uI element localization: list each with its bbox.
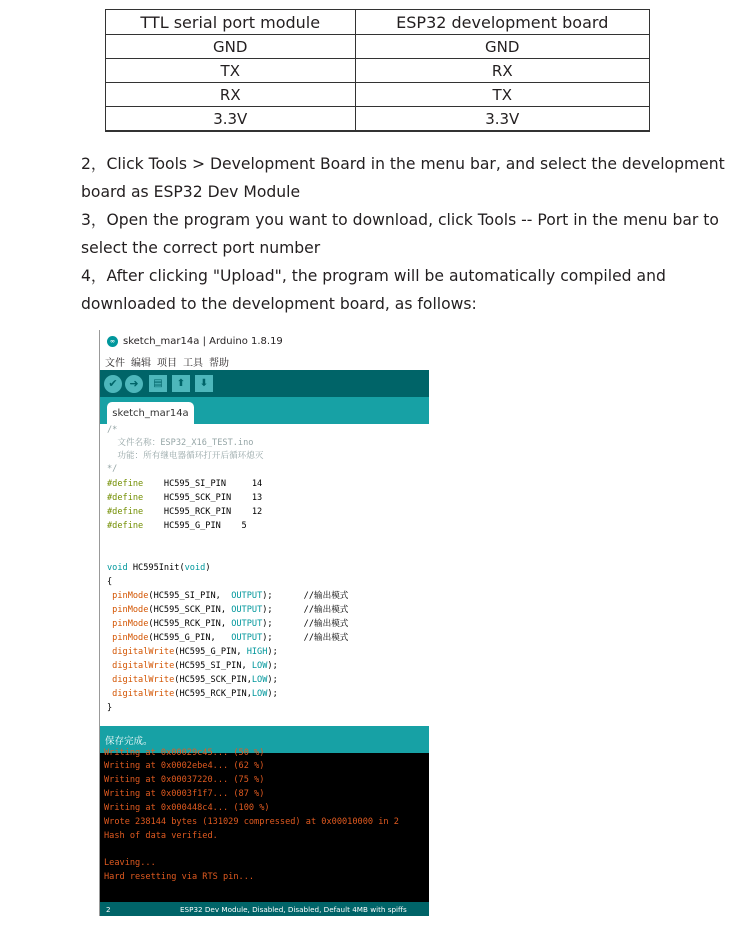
console-line: Leaving... bbox=[104, 858, 156, 868]
console-line: Writing at 0x00029c45... (50 %) bbox=[104, 748, 265, 758]
code-token: (HC595_G_PIN, bbox=[174, 647, 247, 657]
code-token: HC595_G_PIN 5 bbox=[143, 521, 247, 531]
code-token: ); bbox=[267, 661, 278, 671]
table-cell: GND bbox=[355, 35, 649, 59]
line-number: 2 bbox=[106, 904, 111, 914]
menu-edit[interactable]: 编辑 bbox=[131, 357, 151, 369]
code-token: HC595_SI_PIN 14 bbox=[143, 479, 263, 489]
code-token: (HC595_SI_PIN, bbox=[148, 591, 232, 601]
table-cell: 3.3V bbox=[355, 107, 649, 132]
code-token: ); bbox=[267, 689, 278, 699]
code-token: ); bbox=[267, 675, 278, 685]
menu-file[interactable]: 文件 bbox=[105, 357, 125, 369]
checkmark-icon: ✔ bbox=[108, 377, 118, 390]
table-cell: RX bbox=[106, 83, 356, 107]
code-line bbox=[107, 632, 348, 645]
console-line: Writing at 0x0003f1f7... (87 %) bbox=[104, 789, 265, 799]
code-token: OUTPUT bbox=[231, 619, 263, 629]
code-line bbox=[107, 492, 262, 505]
console-output[interactable] bbox=[100, 748, 429, 902]
console-line: Writing at 0x00037220... (75 %) bbox=[104, 775, 265, 785]
code-token: #define bbox=[107, 493, 144, 503]
code-token: HC595_RCK_PIN 12 bbox=[143, 507, 263, 517]
code-token: pinMode bbox=[107, 591, 149, 601]
arduino-ide-window bbox=[99, 330, 429, 916]
code-token: OUTPUT bbox=[231, 591, 263, 601]
code-line bbox=[107, 618, 348, 631]
code-token: ) bbox=[205, 563, 211, 573]
code-token: pinMode bbox=[107, 605, 149, 615]
code-line bbox=[107, 660, 278, 673]
code-line bbox=[107, 520, 247, 533]
code-token: (HC595_G_PIN, bbox=[148, 633, 232, 643]
console-line: Writing at 0x0002ebe4... (62 %) bbox=[104, 761, 265, 771]
code-token: HIGH bbox=[246, 647, 268, 657]
code-line bbox=[107, 688, 278, 701]
table-cell: TX bbox=[355, 83, 649, 107]
code-token: LOW bbox=[251, 675, 268, 685]
menu-bar bbox=[100, 352, 429, 370]
table-cell: GND bbox=[106, 35, 356, 59]
code-token: (HC595_SI_PIN, bbox=[174, 661, 252, 671]
code-comment: //输出模式 bbox=[303, 633, 349, 643]
new-button[interactable] bbox=[149, 375, 167, 392]
arduino-logo-icon: ∞ bbox=[107, 336, 118, 347]
board-info: ESP32 Dev Module, Disabled, Disabled, Default 4MB with spiffs bbox=[180, 904, 407, 914]
window-titlebar bbox=[100, 330, 429, 352]
table-row bbox=[106, 83, 650, 107]
console-status-text: 保存完成。 bbox=[105, 735, 153, 747]
code-token: pinMode bbox=[107, 633, 149, 643]
code-line: 文件名称：ESP32_X16_TEST.ino bbox=[107, 438, 254, 448]
code-line: /* bbox=[107, 425, 118, 435]
table-cell: TX bbox=[106, 59, 356, 83]
table-cell: RX bbox=[355, 59, 649, 83]
step-3-text: 3，Open the program you want to download, click Tools -- Port in the menu bar to select the correct port number bbox=[81, 211, 719, 257]
code-editor[interactable] bbox=[100, 424, 429, 726]
step-2-text: 2，Click Tools > Development Board in the menu bar, and select the development board as ESP32 Dev Module bbox=[81, 155, 725, 201]
code-line: { bbox=[107, 577, 113, 587]
code-token: ); bbox=[267, 647, 278, 657]
arrow-right-icon: ➜ bbox=[129, 377, 139, 390]
status-bar bbox=[100, 902, 429, 916]
upload-button[interactable] bbox=[125, 375, 143, 393]
table-row bbox=[106, 107, 650, 132]
table-row bbox=[106, 59, 650, 83]
code-token: HC595_SCK_PIN 13 bbox=[143, 493, 263, 503]
code-line bbox=[107, 506, 262, 519]
code-line bbox=[107, 674, 278, 687]
code-line: */ bbox=[107, 464, 118, 474]
save-button[interactable] bbox=[195, 375, 213, 392]
tab-sketch[interactable]: sketch_mar14a bbox=[107, 402, 194, 424]
table-header-row bbox=[106, 10, 650, 35]
code-token: HC595Init( bbox=[127, 563, 185, 573]
new-file-icon: ▤ bbox=[153, 378, 163, 389]
code-token: void bbox=[107, 563, 128, 573]
table-header-cell: TTL serial port module bbox=[106, 10, 356, 35]
code-token: (HC595_RCK_PIN, bbox=[174, 689, 252, 699]
code-token: #define bbox=[107, 479, 144, 489]
open-button[interactable] bbox=[172, 375, 190, 392]
menu-tools[interactable]: 工具 bbox=[183, 357, 203, 369]
table-header-cell: ESP32 development board bbox=[355, 10, 649, 35]
code-token: digitalWrite bbox=[107, 689, 175, 699]
code-line: 功能：所有继电器循环打开后循环熄灭 bbox=[107, 451, 264, 461]
code-line bbox=[107, 604, 348, 617]
verify-button[interactable] bbox=[104, 375, 122, 393]
code-token: digitalWrite bbox=[107, 675, 175, 685]
code-comment: //输出模式 bbox=[303, 591, 349, 601]
code-token: #define bbox=[107, 521, 144, 531]
arrow-down-icon: ⬇ bbox=[199, 378, 209, 389]
pin-connection-table bbox=[105, 9, 650, 132]
code-token: ); bbox=[262, 605, 304, 615]
code-line bbox=[107, 478, 262, 491]
menu-help[interactable]: 帮助 bbox=[209, 357, 229, 369]
window-title: sketch_mar14a | Arduino 1.8.19 bbox=[123, 335, 283, 347]
console-line: Wrote 238144 bytes (131029 compressed) at 0x00010000 in 2 bbox=[104, 817, 399, 827]
console-line: Hash of data verified. bbox=[104, 831, 218, 841]
code-token: (HC595_SCK_PIN, bbox=[174, 675, 252, 685]
code-token: LOW bbox=[251, 689, 268, 699]
code-token: (HC595_SCK_PIN, bbox=[148, 605, 232, 615]
table-cell: 3.3V bbox=[106, 107, 356, 132]
console-line: Hard resetting via RTS pin... bbox=[104, 872, 255, 882]
code-token: pinMode bbox=[107, 619, 149, 629]
code-token: ); bbox=[262, 619, 304, 629]
code-line: } bbox=[107, 703, 113, 713]
code-line bbox=[107, 646, 278, 659]
code-line bbox=[107, 562, 211, 575]
code-comment: //输出模式 bbox=[303, 619, 349, 629]
code-token: ); bbox=[262, 633, 304, 643]
step-4-text: 4，After clicking "Upload", the program will be automatically compiled and downloaded to the development board, as follows: bbox=[81, 267, 666, 313]
code-token: void bbox=[184, 563, 206, 573]
code-comment: //输出模式 bbox=[303, 605, 349, 615]
code-token: #define bbox=[107, 507, 144, 517]
tab-bar bbox=[100, 397, 429, 424]
code-token: LOW bbox=[251, 661, 268, 671]
menu-sketch[interactable]: 项目 bbox=[157, 357, 177, 369]
code-line bbox=[107, 590, 348, 603]
code-token: (HC595_RCK_PIN, bbox=[148, 619, 232, 629]
instruction-steps bbox=[81, 150, 746, 318]
console-line: Writing at 0x000448c4... (100 %) bbox=[104, 803, 270, 813]
code-token: ); bbox=[262, 591, 304, 601]
toolbar bbox=[100, 370, 429, 397]
code-token: digitalWrite bbox=[107, 647, 175, 657]
code-token: OUTPUT bbox=[231, 633, 263, 643]
code-token: digitalWrite bbox=[107, 661, 175, 671]
code-token: OUTPUT bbox=[231, 605, 263, 615]
arrow-up-icon: ⬆ bbox=[176, 378, 186, 389]
table-row bbox=[106, 35, 650, 59]
